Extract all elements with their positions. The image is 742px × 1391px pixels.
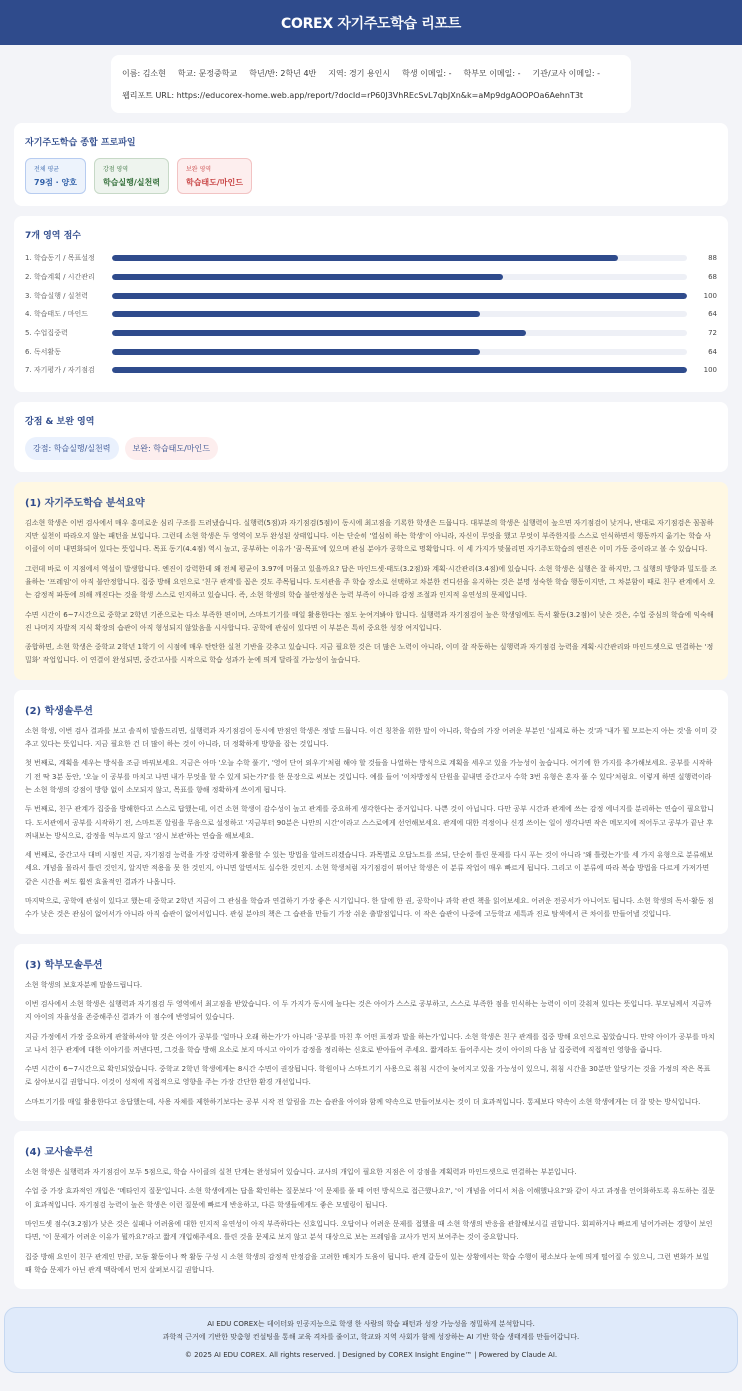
scores-title: 7개 영역 점수	[25, 231, 81, 241]
score-row	[25, 361, 717, 380]
tag-label: 전체 평균	[34, 166, 60, 173]
score-value: 64	[708, 347, 717, 356]
score-bar-fill	[112, 293, 687, 299]
tag-label: 강점 영역	[102, 166, 129, 173]
paragraph: 수업 중 가장 효과적인 개입은 '메타인지 질문'입니다. 소현 학생에게는 답을 확인하는 질문보다 '이 문제를 풀 때 어떤 방식으로 접근했나요?', '이 개념을 어디서 처음 이해했나요?'와 같이 사고 과정을 언어화하도록 유도하는 질문이 효과적입니다. 자기점검 능력이 높은 학생은 이런 질문에 빠르게 반응하고, 다른 학생들에게도 좋은 모델링이 됩니다.	[25, 1187, 715, 1209]
score-row	[25, 324, 717, 343]
info-parent-email: 학부모 이메일: -	[463, 69, 521, 78]
score-bar-track	[112, 330, 687, 336]
info-school: 학교: 문정중학교	[177, 69, 238, 78]
profile-card	[14, 123, 728, 206]
score-bar-fill	[112, 349, 480, 355]
tag-value: 학습실행/실천력	[102, 178, 160, 187]
score-label: 2. 학습계획 / 시간관리	[25, 273, 95, 282]
teacher-solution-title: (4) 교사솔루션	[25, 1147, 93, 1159]
teacher-solution-section	[14, 1131, 728, 1289]
score-label: 7. 자기평가 / 자기점검	[25, 366, 95, 375]
parent-solution-title: (3) 학부모솔루션	[25, 959, 103, 971]
weakness-chip: 보완: 학습태도/마인드	[125, 437, 219, 460]
student-info-fields	[122, 65, 620, 83]
overall-average-tag	[25, 158, 86, 194]
score-row	[25, 249, 717, 268]
strength-area-tag	[94, 158, 169, 194]
info-teacher-email: 기관/교사 이메일: -	[532, 69, 600, 78]
tag-value: 학습태도/마인드	[185, 178, 243, 187]
score-bar-track	[112, 367, 687, 373]
paragraph: 첫 번째로, 계획을 세우는 방식을 조금 바꿔보세요. 지금은 아마 '오늘 수학 풀기', '영어 단어 외우기'처럼 해야 할 것들을 나열하는 방식으로 계획을 세우고 있을 가능성이 높습니다. 여기에 한 가지를 추가해보세요. 공부를 시작하기 전 딱 3분 동안, '오늘 이 공부를 마치고 나면 내가 무엇을 할 수 있게 되는가?'를 한 문장으로 써보는 것입니다. 예를 들어 '이차방정식 단원을 끝내면 중간고사 수학 3번 유형은 혼자 풀 수 있다'처럼요. 이렇게 하면 실행력이라는 소현 학생의 강점이 방향 없이 소모되지 않고, 목표를 향해 정확하게 쓰이게 됩니다.	[25, 759, 713, 794]
paragraph: 두 번째로, 친구 관계가 집중을 방해한다고 스스로 답했는데, 이건 소현 학생이 감수성이 높고 관계를 중요하게 생각한다는 증거입니다. 나쁜 것이 아닙니다. 다만 공부 시간과 관계에 쓰는 감정 에너지를 분리하는 연습이 필요합니다. 도서관에서 공부를 시작하기 전, 스마트폰 알림을 무음으로 설정하고 '지금부터 90분은 나만의 시간'이라고 스스로에게 선언해보세요. 관계에 대한 걱정이나 신경 쓰이는 일이 생각나면 작은 메모지에 적어두고 공부가 끝난 후 꺼내보는 방식으로, 감정을 억누르지 않고 '잠시 보관'하는 연습을 해보세요.	[25, 805, 714, 840]
score-bar-fill	[112, 255, 618, 261]
weakness-area-tag	[177, 158, 252, 194]
paragraph: 마지막으로, 공학에 관심이 있다고 했는데 중학교 2학년 지금이 그 관심을 학습과 연결하기 가장 좋은 시기입니다. 한 달에 한 권, 공학이나 과학 관련 책을 읽어보세요. 어려운 전공서가 아니어도 됩니다. 소현 학생의 독서·활동 점수가 낮은 것은 관심이 없어서가 아니라 아직 습관이 없어서입니다. 관심 분야의 책은 그 습관을 만들기 가장 쉬운 출발점입니다. 이 작은 습관이 나중에 고등학교 세특과 진로 탐색에서 큰 차이를 만들어낼 것입니다.	[25, 897, 714, 919]
score-row	[25, 286, 717, 305]
score-value: 88	[708, 254, 717, 263]
footer-copyright: © 2025 AI EDU COREX. All rights reserved. | Designed by COREX Insight Engine™ | Powered by Claude AI.	[184, 1351, 558, 1360]
summary-section	[14, 482, 728, 680]
summary-title: (1) 자기주도학습 분석요약	[25, 497, 145, 509]
paragraph: 종합하면, 소현 학생은 중학교 2학년 1학기 이 시점에 매우 탄탄한 실천 기반을 갖추고 있습니다. 지금 필요한 것은 더 많은 노력이 아니라, 이미 잘 작동하는 실행력과 자기점검 능력을 계획·시간관리와 마인드셋으로 연결하는 '정밀화' 작업입니다. 이 연결이 완성되면, 중간고사를 시작으로 학습 성과가 눈에 띄게 달라질 가능성이 높습니다.	[25, 643, 714, 665]
score-bar-track	[112, 349, 687, 355]
score-value: 100	[703, 291, 717, 300]
paragraph: 수면 시간이 6~7시간으로 확인되었습니다. 중학교 2학년 학생에게는 8시간 수면이 권장됩니다. 학원이나 스마트기기 사용으로 취침 시간이 늦어지고 있을 가능성이 있으니, 취침 시간을 30분만 앞당기는 것을 가정의 작은 목표로 삼아보시길 권합니다. 이것이 성적에 직접적으로 영향을 주는 가장 간단한 환경 개선입니다.	[25, 1065, 711, 1087]
paragraph: 집중 방해 요인이 친구 관계인 만큼, 모둠 활동이나 짝 활동 구성 시 소현 학생의 감정적 안정감을 고려한 배치가 도움이 됩니다. 관계 갈등이 있는 상황에서는 학습 수행이 평소보다 눈에 띄게 떨어질 수 있으니, 그런 변화가 보일 때 학습 문제가 아닌 관계 맥락에서 먼저 살펴보시길 권합니다.	[25, 1252, 710, 1274]
score-bar-fill	[112, 274, 503, 280]
score-row	[25, 305, 717, 324]
student-solution-paragraphs	[25, 725, 717, 922]
score-bar-track	[112, 274, 687, 280]
paragraph: 소현 학생의 보호자분께 말씀드립니다.	[25, 980, 143, 989]
score-chart	[25, 249, 717, 380]
profile-tags	[25, 158, 717, 194]
paragraph: 수면 시간이 6~7시간으로 중학교 2학년 기준으로는 다소 부족한 편이며, 스마트기기를 매일 활용한다는 점도 눈여겨봐야 합니다. 실행력과 자기점검이 높은 학생임에도 독서 활동(3.2점)이 낮은 것은, 수업 중심의 학습에 익숙해진 나머지 자발적 지식 확장의 습관이 아직 형성되지 않았음을 시사합니다. 공학에 관심이 있다면 이 부분은 특히 중요한 성장 여지입니다.	[25, 610, 714, 632]
score-bar-track	[112, 311, 687, 317]
score-bar-fill	[112, 330, 526, 336]
student-solution-title: (2) 학생솔루션	[25, 705, 93, 717]
paragraph: 소현 학생은 실행력과 자기점검이 모두 5점으로, 학습 사이클의 실천 단계는 완성되어 있습니다. 교사의 개입이 필요한 지점은 이 강점을 계획력과 마인드셋으로 연결하는 부분입니다.	[25, 1168, 577, 1177]
scores-card	[14, 216, 728, 392]
paragraph: 이번 검사에서 소현 학생은 실행력과 자기점검 두 영역에서 최고점을 받았습니다. 이 두 가지가 동시에 높다는 것은 아이가 스스로 공부하고, 스스로 부족한 점을 인식하는 능력이 이미 갖춰져 있다는 뜻입니다. 부모님께서 지금까지 아이의 자율성을 존중해주신 결과가 이 점수에 반영되어 있습니다.	[25, 999, 712, 1022]
score-bar-track	[112, 293, 687, 299]
info-region: 지역: 경기 용인시	[328, 69, 391, 78]
score-value: 68	[708, 273, 717, 282]
info-student-email: 학생 이메일: -	[402, 69, 452, 78]
score-row	[25, 268, 717, 287]
score-bar-fill	[112, 367, 687, 373]
paragraph: 지금 가정에서 가장 중요하게 관찰하셔야 할 것은 아이가 공부를 '얼마나 오래 하는가'가 아니라 '공부를 마친 후 어떤 표정과 말을 하는가'입니다. 소현 학생은 친구 관계를 집중 방해 요인으로 꼽았습니다. 만약 아이가 공부를 마치고 나서 친구 관계에 대한 이야기를 꺼낸다면, 그것을 학습 방해 요소로 보지 마시고 아이가 감정을 정리하는 신호로 받아들여 주세요. 짧게라도 들어주시는 것이 아이의 다음 날 집중력에 직접적인 영향을 줍니다.	[25, 1032, 715, 1054]
summary-paragraphs	[25, 517, 717, 668]
score-label: 5. 수업집중력	[25, 329, 68, 338]
teacher-solution-paragraphs	[25, 1166, 717, 1277]
tag-label: 보완 영역	[185, 166, 212, 173]
tag-value: 79점 · 양호	[34, 178, 77, 187]
strength-chip: 강점: 학습실행/실천력	[25, 437, 119, 460]
strength-chips	[25, 437, 717, 460]
paragraph: 소현 학생, 이번 검사 결과를 보고 솔직히 말씀드리면, 실행력과 자기점검이 동시에 만점인 학생은 정말 드뭅니다. 이건 칭찬을 위한 말이 아니라, 학습의 가장 어려운 부분인 '실제로 하는 것'과 '내가 뭘 모르는지 아는 것'을 이미 갖추고 있다는 뜻입니다. 지금 필요한 건 더 많이 하는 것이 아니라, 더 정확하게 방향을 잡는 것입니다.	[25, 726, 717, 749]
parent-solution-section	[14, 944, 728, 1121]
strengths-card	[14, 402, 728, 472]
info-name: 이름: 김소현	[122, 69, 166, 78]
report-title: COREX 자기주도학습 리포트	[281, 15, 461, 32]
score-bar-fill	[112, 311, 480, 317]
footer-line-2: 과학적 근거에 기반한 맞춤형 컨설팅을 통해 교육 격차를 줄이고, 학교와 지역 사회가 함께 성장하는 AI 기반 학습 생태계를 만들어갑니다.	[162, 1333, 580, 1342]
profile-title: 자기주도학습 종합 프로파일	[25, 138, 136, 148]
score-value: 64	[708, 310, 717, 319]
report-header	[0, 0, 742, 45]
score-row	[25, 342, 717, 361]
score-bar-track	[112, 255, 687, 261]
student-solution-section	[14, 690, 728, 934]
strengths-title: 강점 & 보완 영역	[25, 416, 95, 427]
score-label: 3. 학습실행 / 실천력	[25, 291, 89, 300]
info-grade-class: 학년/반: 2학년 4반	[249, 69, 317, 78]
score-value: 100	[703, 366, 717, 375]
parent-solution-paragraphs	[25, 979, 717, 1109]
paragraph: 세 번째로, 중간고사 대비 시점인 지금, 자기점검 능력을 가장 강력하게 활용할 수 있는 방법을 알려드리겠습니다. 과목별로 오답노트를 쓰되, 단순히 틀린 문제를 다시 푸는 것이 아니라 '왜 틀렸는가'를 세 가지 유형으로 분류해보세요. 개념을 몰라서 틀린 것인지, 알지만 적용을 못 한 것인지, 아니면 알면서도 실수한 것인지. 소현 학생처럼 자기점검이 뛰어난 학생은 이 분류 작업이 매우 빠르게 됩니다. 그리고 이 분류에 따라 복습 방법을 다르게 가져가면 같은 시간을 써도 훨씬 효율적인 결과가 나옵니다.	[25, 851, 714, 886]
student-info-box	[111, 55, 631, 113]
web-report-url	[122, 87, 620, 105]
score-label: 6. 독서활동	[25, 347, 61, 356]
paragraph: 그런데 바로 이 지점에서 역설이 발생합니다. 엔진이 강력한데 왜 전체 평균이 3.97에 머물고 있을까요? 답은 마인드셋·태도(3.2점)와 계획·시간관리(3.4점)에 있습니다. 소현 학생은 실행은 잘 하지만, 그 실행의 방향과 밀도를 조율하는 '프레임'이 아직 불안정합니다. 집중 방해 요인으로 '친구 관계'를 꼽은 것도 주목됩니다. 도서관을 주 학습 장소로 선택하고 차분한 컨디션을 유지하는 것은 분명 성숙한 학습 행동이지만, 그 차분함이 때로 친구 관계에서 오는 감정적 파동에 의해 깨진다는 것을 학생 스스로 인지하고 있습니다. 즉, 소현 학생의 학습 불안정성은 능력 부족이 아니라 감정 조절과 인지적 유연성의 문제입니다.	[25, 564, 717, 600]
score-label: 4. 학습태도 / 마인드	[25, 310, 89, 319]
footer-line-1: AI EDU COREX는 데이터와 인공지능으로 학생 한 사람의 학습 패턴과 성장 가능성을 정밀하게 분석합니다.	[207, 1320, 535, 1329]
paragraph: 마인드셋 점수(3.2점)가 낮은 것은 실패나 어려움에 대한 인지적 유연성이 아직 부족하다는 신호입니다. 오답이나 어려운 문제를 접했을 때 소현 학생의 반응을 관찰해보시길 권합니다. 회피하거나 빠르게 넘어가려는 경향이 보인다면, '이 문제가 어려운 이유가 뭘까요?'라고 짧게 개입해주세요. 틀린 것을 문제로 보지 않고 분석 대상으로 보는 프레임을 교사가 먼저 보여주는 것이 중요합니다.	[25, 1219, 713, 1242]
score-value: 72	[708, 329, 717, 338]
footer	[4, 1307, 738, 1373]
score-label: 1. 학습동기 / 목표설정	[25, 254, 95, 263]
paragraph: 김소현 학생은 이번 검사에서 매우 흥미로운 심리 구조를 드러냈습니다. 실행력(5점)과 자기점검(5점)이 동시에 최고점을 기록한 학생은 드뭅니다. 대부분의 학생은 실행력이 높으면 자기점검이 낮거나, 반대로 자기점검은 꼼꼼하지만 실천이 따라오지 않는 패턴을 보입니다. 그런데 소현 학생은 두 영역이 모두 완성된 상태입니다. 이는 단순히 '열심히 하는 학생'이 아니라, 자신이 무엇을 했고 무엇이 부족한지를 스스로 인식하면서 행동까지 옮기는 학습 사이클이 이미 내면화되어 있다는 뜻입니다. 목표 동기(4.4점) 역시 높고, 공부하는 이유가 '꿈·목표'에 있으며 관심 분야가 공학으로 명확합니다. 이 세 가지가 맞물리면 자기주도학습의 엔진은 이미 가동 중이라고 볼 수 있습니다.	[25, 518, 714, 554]
web-report-url-text: 웹리포트 URL: https://educorex-home.web.app/report/?docId=rP60J3VhREcSvL7qbJXn&k=aMp9dgAOOPOa6AehnT3t	[122, 91, 584, 100]
paragraph: 스마트기기를 매일 활용한다고 응답했는데, 사용 자체를 제한하기보다는 공부 시작 전 알림을 끄는 습관을 아이와 함께 약속으로 만들어보시는 것이 더 효과적입니다. 통제보다 약속이 소현 학생에게는 더 잘 맞는 방식입니다.	[25, 1097, 701, 1106]
